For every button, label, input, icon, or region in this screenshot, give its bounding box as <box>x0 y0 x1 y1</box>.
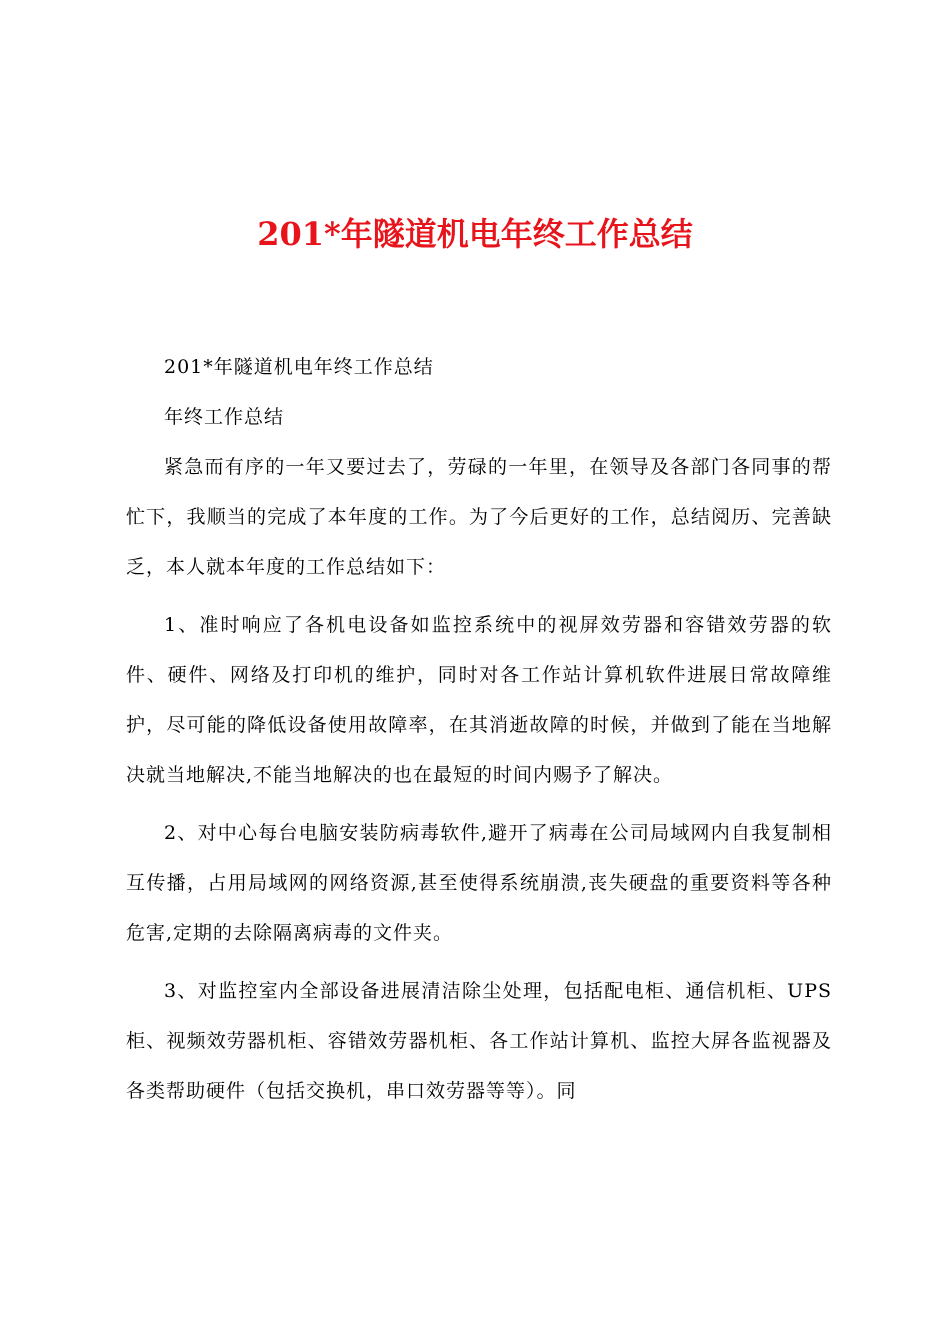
document-title: 201*年隧道机电年终工作总结 <box>257 215 693 253</box>
paragraph-item-1: 1、准时响应了各机电设备如监控系统中的视屏效劳器和容错效劳器的软件、硬件、网络及打印机的维护，同时对各工作站计算机软件进展日常故障维护，尽可能的降低设备使用故障率，在其消逝故障的时候，并做到了能在当地解决就当地解决,不能当地解决的也在最短的时间内赐予了解决。 <box>126 614 832 786</box>
paragraph-item-3: 3、对监控室内全部设备进展清洁除尘处理，包括配电柜、通信机柜、UPS柜、视频效劳器机柜、容错效劳器机柜、各工作站计算机、监控大屏各监视器及各类帮助硬件（包括交换机，串口效劳器等等）。同 <box>126 980 832 1102</box>
document-body <box>126 342 832 1116</box>
paragraph-item-2: 2、对中心每台电脑安装防病毒软件,避开了病毒在公司局域网内自我复制相互传播，占用局域网的网络资源,甚至使得系统崩溃,丧失硬盘的重要资料等各种危害,定期的去除隔离病毒的文件夹。 <box>126 822 832 944</box>
paragraph-subheading: 年终工作总结 <box>164 406 285 428</box>
paragraph-heading: 201*年隧道机电年终工作总结 <box>164 356 434 378</box>
paragraph-intro: 紧急而有序的一年又要过去了，劳碌的一年里，在领导及各部门各同事的帮忙下，我顺当的完成了本年度的工作。为了今后更好的工作，总结阅历、完善缺乏，本人就本年度的工作总结如下： <box>126 456 832 578</box>
